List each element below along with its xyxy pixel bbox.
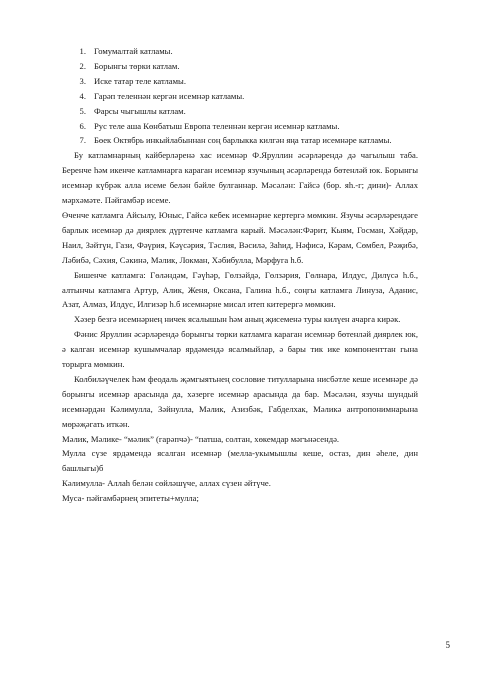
list-item <box>62 104 418 119</box>
paragraph-malik: Мәлик, Мәлике- “мәлик” (гарәпчә)- “патша, солтан, хөкемдар мәгънәсендә. <box>62 433 340 444</box>
list-item <box>62 119 418 134</box>
layers-list <box>62 44 418 148</box>
list-item-text: Борынгы төрки катлам. <box>94 60 180 71</box>
list-item-text: Гомумалтай катламы. <box>94 46 173 56</box>
paragraph-third-fourth-layer: Өченче катламга Айсылу, Юныс, Гайсә кебек исемнәрне кертергә мөмкин. Язучы әсәрләрендәге барлык исемнәр дә диярлек дүртенче катламга карый. Мәсәлән:Фәрит, Кыям, Госман, Хәйдәр, Наил, Зәйтүн, Гази, Фәүрия, Кәүсәрия, Тәслия, Вәсилә, Заһид, Нәфисә, Кәрам, Сөмбел, Рәҗибә, Ләбибә, Сәхия, Сәкинә, Мәлик, Локман, Хәбибулла, Мәрфуга һ.б. <box>62 209 418 265</box>
paragraph-mulla: Мулла сүзе ярдәмендә ясалган исемнәр (мелла-укымышлы кеше, остаз, дин әһеле, дин башлыгы)б <box>62 448 418 474</box>
list-item-number: 1. <box>79 46 86 56</box>
list-item-number: 6. <box>79 120 86 131</box>
list-item <box>62 74 418 89</box>
paragraph-feudal-titles: Колбиләүчелек һәм феодаль җәмгыятьнең сословие титулларына нисбәтле кеше исемнәре дә борынгы исемнәр арасында да, хәзерге исемнәр арасында да бар. Мәсәлән, язучы шундый исемнәрдән Кәлимулла, Зәйнулла, Мәлик, Азизбәк, Габделхак, Мәликә антропонимнарына мөрәҗәгать иткән. <box>62 373 418 429</box>
list-item-number: 5. <box>79 105 86 116</box>
list-item-number: 3. <box>79 75 86 86</box>
paragraph-two-components: Фәнис Яруллин әсәрләрендә борынгы төрки катламга караган исемнәр бөтенләй диярлек юк, ә калган исемнәр кушымчалар ярдәмендә ясалмыйлар, ә бары тик ике компоненттан гына торырга мөмкин. <box>62 329 418 370</box>
paragraph-fifth-sixth-layer: Бишенче катламга: Гөләндәм, Гәүһәр, Гөлзәйдә, Гөлзәрия, Гөлнара, Илдус, Дилүсә һ.б., алтынчы катламга Артур, Алик, Женя, Оксана, Галина һ.б., соңгы катламга Линуза, Аданис, Азат, Алмаз, Илдус, Илгизәр һ.б исемнәрне мисал итеп китерергә мөмкин. <box>62 269 418 310</box>
paragraph-musa: Муса- пәйгамбәрнең эпитеты+мулла; <box>62 493 199 504</box>
list-item <box>62 89 418 104</box>
list-item-text: Гарәп теленнән кергән исемнәр катламы. <box>94 90 245 101</box>
list-item-number: 4. <box>79 90 86 101</box>
page-number: 5 <box>445 640 450 650</box>
list-item-text: Иске татар теле катламы. <box>94 75 186 86</box>
list-item <box>62 133 418 148</box>
list-item-text: Фарсы чыгышлы катлам. <box>94 105 186 116</box>
list-item <box>62 44 418 59</box>
list-item-text: Бөек Октябрь инкыйлабыннан соң барлыкка килгән яңа татар исемнәре катламы. <box>94 135 392 146</box>
list-item-number: 7. <box>79 135 86 146</box>
list-item <box>62 59 418 74</box>
paragraph-layers-in-works: Бу катламнарның кайберләренә хас исемнәр Ф.Яруллин әсәрләрендә дә чагылыш таба. Беренче һәм икенче катламнарга караган исемнәр язучының әсәрләрендә бөтенләй юк. Борынгы исемнәр күбрәк алла исеме белән бәйле булганнар. Мәсәлән: Гайсә (бор. яһ.-г; дини)- Аллах мәрхәмәте. Пәйгамбәр исеме. <box>62 150 418 206</box>
paragraph-kalimulla: Кәлимулла- Аллаһ белән сөйләшүче, аллах сүзен әйтүче. <box>62 478 271 489</box>
list-item-number: 2. <box>79 60 86 71</box>
list-item-text: Рус теле аша Көнбатыш Европа теленнән кергән исемнәр катламы. <box>94 120 340 131</box>
paragraph-name-formation: Хәзер безгә исемнәрнең ничек ясалышын һәм аның җисеменә туры килүен ачарга кирәк. <box>74 314 401 325</box>
